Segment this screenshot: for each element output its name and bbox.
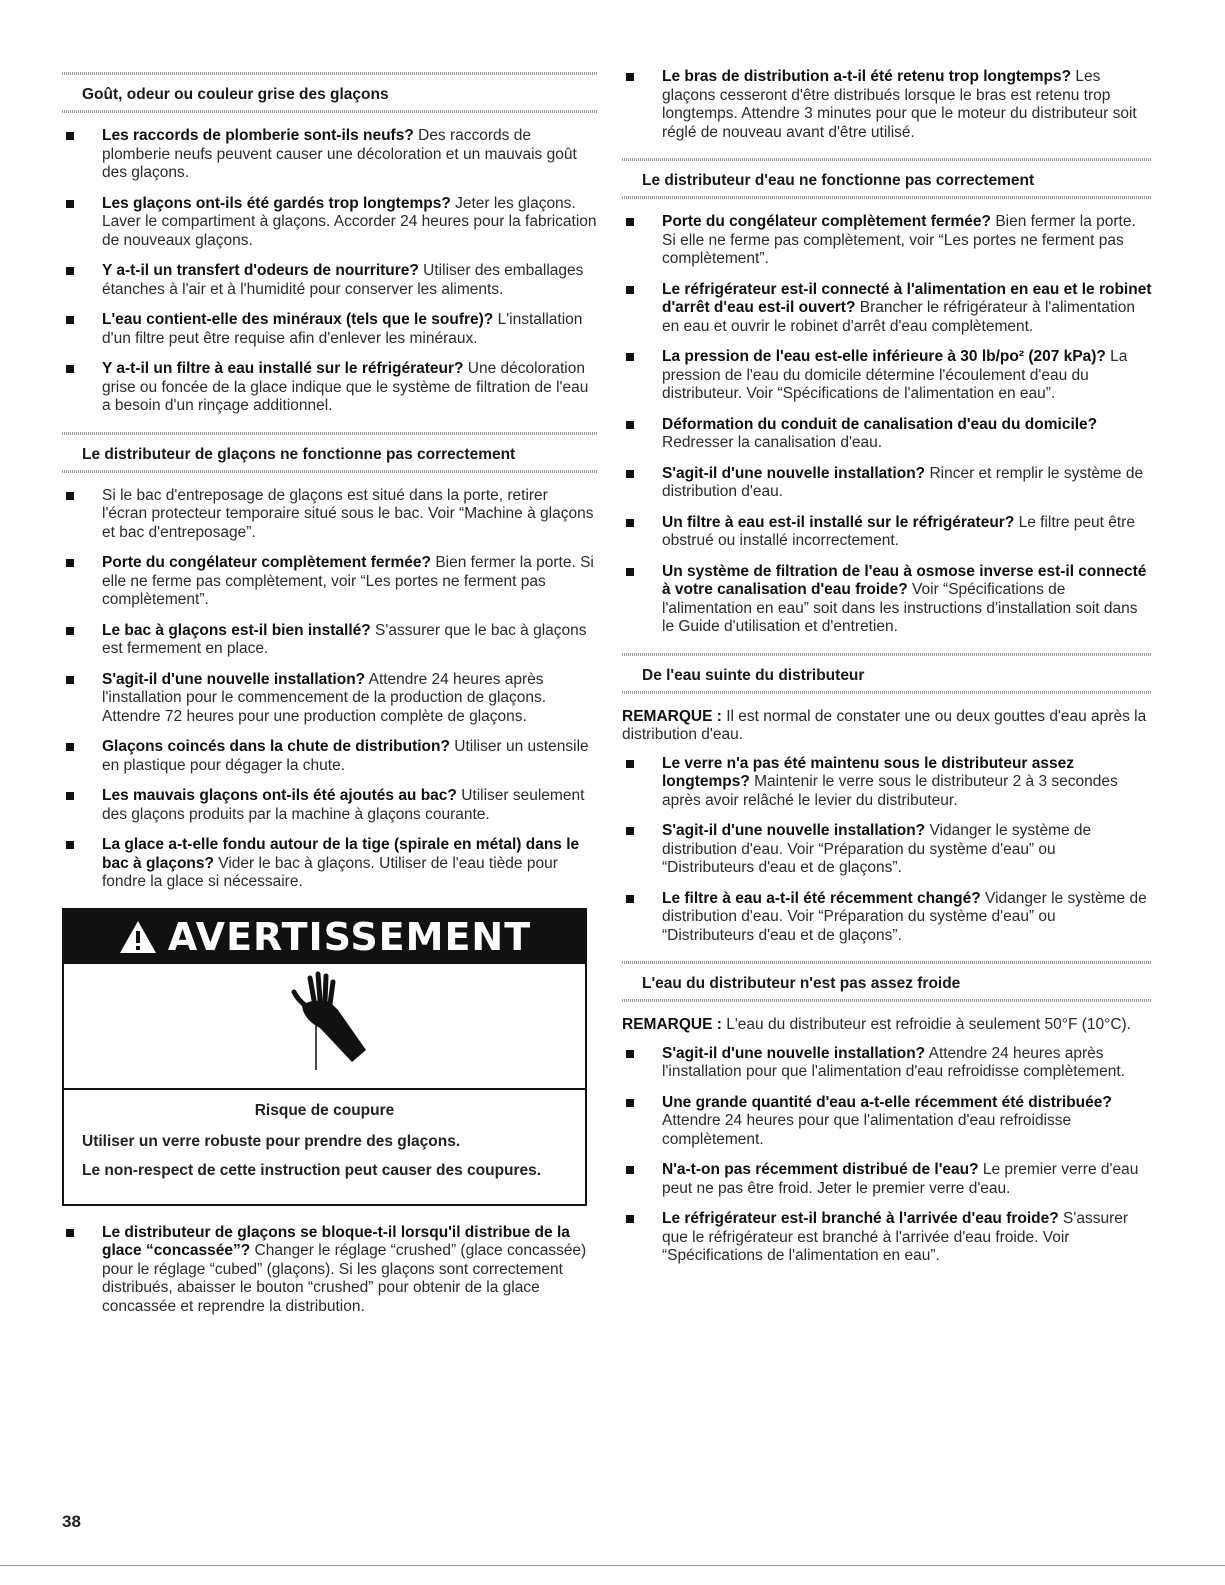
answer-text: L'installation d'un filtre peut être requise afin d'enlever les minéraux. — [102, 311, 583, 347]
section-title: De l'eau suinte du distributeur — [642, 666, 865, 684]
question-text: Le distributeur de glaçons se bloque-t-il lorsqu'il distribue de la glace “concassée”? — [102, 1223, 570, 1259]
answer-text: Vidanger le système de distribution d'eau. Voir “Préparation du système d'eau” ou “Distributeurs d'eau et de glaçons”. — [662, 822, 1092, 876]
question-text: Les glaçons ont-ils été gardés trop longtemps? — [102, 194, 451, 212]
question-text: Un système de filtration de l'eau à osmose inverse est-il connecté à votre canalisation d'eau froide? — [662, 562, 1147, 598]
question-text: Porte du congélateur complètement fermée? — [102, 554, 432, 571]
right-column — [622, 68, 1152, 1278]
question-text: Y a-t-il un filtre à eau installé sur le réfrigérateur? — [102, 360, 464, 377]
list-item — [622, 68, 1152, 142]
question-text: Le bras de distribution a-t-il été retenu trop longtemps? — [662, 68, 1072, 85]
note-text: L'eau du distributeur est refroidie à seulement 50°F (10°C). — [721, 1016, 1131, 1033]
answer-text: Utiliser seulement des glaçons produits par la machine à glaçons courante. — [102, 787, 585, 823]
answer-text: Maintenir le verre sous le distributeur 2 à 3 secondes après avoir relâché le levier du distributeur. — [662, 773, 1118, 809]
question-text: Le filtre à eau a-t-il été récemment changé? — [662, 889, 981, 907]
section-title: Goût, odeur ou couleur grise des glaçons — [82, 86, 389, 103]
answer-text: Jeter les glaçons. Laver le compartiment à glaçons. Accorder 24 heures pour la fabrication de nouveaux glaçons. — [102, 194, 597, 249]
list-item — [62, 262, 597, 299]
section-title: L'eau du distributeur n'est pas assez froide — [642, 975, 961, 992]
answer-text: Rincer et remplir le système de distribution d'eau. — [662, 464, 1144, 500]
troubleshooting-list — [622, 1045, 1152, 1266]
section-title: Le distributeur d'eau ne fonctionne pas correctement — [642, 172, 1035, 189]
warning-title: AVERTISSEMENT — [167, 914, 532, 959]
section-title: Le distributeur de glaçons ne fonctionne pas correctement — [82, 445, 516, 463]
question-text: Y a-t-il un transfert d'odeurs de nourriture? — [102, 262, 419, 279]
answer-text: Le premier verre d'eau peut ne pas être froid. Jeter le premier verre d'eau. — [662, 1161, 1139, 1197]
list-item — [622, 281, 1152, 337]
answer-text: La pression de l'eau du domicile détermine l'écoulement d'eau du distributeur. Voir “Spécifications de l'alimentation en eau”. — [662, 348, 1128, 402]
question-text: S'agit-il d'une nouvelle installation? — [662, 464, 926, 482]
list-item — [62, 738, 597, 775]
list-item — [62, 787, 597, 824]
list-item — [622, 1161, 1152, 1198]
warning-triangle-icon — [118, 919, 158, 955]
question-text: Porte du congélateur complètement fermée? — [662, 213, 992, 230]
question-text: Glaçons coincés dans la chute de distribution? — [102, 738, 450, 755]
section-header-ice-taste — [62, 68, 597, 113]
warning-banner — [64, 910, 585, 964]
question-text: N'a-t-on pas récemment distribué de l'eau? — [662, 1161, 979, 1178]
answer-text: Voir “Spécifications de l'alimentation en eau” soit dans les instructions d'installation soit dans le Guide d'utilisation et d'entretien. — [662, 581, 1138, 635]
warning-box — [62, 908, 587, 1206]
list-item — [622, 514, 1152, 551]
answer-text: Vider le bac à glaçons. Utiliser de l'eau tiède pour fondre la glace si nécessaire. — [102, 854, 558, 890]
list-item — [62, 127, 597, 183]
list-item — [62, 311, 597, 348]
note — [622, 708, 1152, 745]
answer-text: Des raccords de plomberie neufs peuvent causer une décoloration et un mauvais goût des glaçons. — [102, 127, 577, 181]
warning-risk: Risque de coupure — [254, 1101, 395, 1119]
page-number: 38 — [62, 1512, 81, 1531]
list-item — [622, 465, 1152, 502]
question-text: Déformation du conduit de canalisation d'eau du domicile? — [662, 415, 1098, 433]
list-item — [62, 195, 597, 251]
question-text: Les raccords de plomberie sont-ils neufs? — [102, 127, 414, 144]
list-item — [62, 671, 597, 727]
warning-consequence: Le non-respect de cette instruction peut causer des coupures. — [82, 1161, 542, 1179]
list-item — [622, 348, 1152, 404]
list-item — [622, 1045, 1152, 1082]
question-text: Un filtre à eau est-il installé sur le réfrigérateur? — [662, 513, 1015, 531]
answer-text: S'assurer que le bac à glaçons est fermement en place. — [102, 621, 587, 657]
troubleshooting-list — [622, 68, 1152, 142]
answer-text: Attendre 24 heures pour que l'alimentation d'eau refroidisse complètement. — [662, 1112, 1072, 1148]
answer-text: Attendre 24 heures après l'installation pour que l'alimentation d'eau refroidisse complètement. — [662, 1044, 1125, 1080]
hand-cut-icon — [64, 964, 585, 1088]
list-item — [62, 622, 597, 659]
question-text: La glace a-t-elle fondu autour de la tige (spirale en métal) dans le bac à glaçons? — [102, 836, 580, 872]
list-item — [622, 755, 1152, 811]
question-text: L'eau contient-elle des minéraux (tels que le soufre)? — [102, 311, 494, 328]
list-item — [622, 822, 1152, 878]
question-text: Le bac à glaçons est-il bien installé? — [102, 621, 371, 639]
warning-instruction: Utiliser un verre robuste pour prendre des glaçons. — [82, 1132, 461, 1150]
troubleshooting-list — [62, 487, 597, 892]
question-text: S'agit-il d'une nouvelle installation? — [662, 822, 926, 839]
answer-text: Utiliser des emballages étanches à l'air et à l'humidité pour conserver les aliments. — [102, 262, 584, 298]
list-item — [622, 890, 1152, 946]
bottom-rule — [0, 1565, 1225, 1566]
troubleshooting-list — [622, 755, 1152, 946]
question-text: Le réfrigérateur est-il branché à l'arrivée d'eau froide? — [662, 1210, 1059, 1227]
question-text: S'agit-il d'une nouvelle installation? — [662, 1044, 926, 1062]
note-label: REMARQUE : — [622, 1016, 722, 1033]
answer-text: Le filtre peut être obstrué ou installé incorrectement. — [662, 513, 1135, 549]
list-item — [622, 416, 1152, 453]
troubleshooting-list — [62, 1224, 597, 1317]
section-header-ice-dispenser — [62, 428, 597, 473]
question-text: Une grande quantité d'eau a-t-elle récemment été distribuée? — [662, 1093, 1112, 1111]
list-item — [62, 360, 597, 416]
section-header-water-leak — [622, 649, 1152, 694]
answer-text: Changer le réglage “crushed” (glace concassée) pour le réglage “cubed” (glaçons). Si les glaçons sont correctement distribués, abaisser le bouton “crushed” pour obtenir de la glace concassée et reprendre la distribution. — [102, 1242, 587, 1315]
answer-text: Vidanger le système de distribution d'eau. Voir “Préparation du système d'eau” ou “Distributeurs d'eau et de glaçons”. — [662, 889, 1147, 944]
answer-text: Redresser la canalisation d'eau. — [662, 434, 883, 451]
note — [622, 1016, 1152, 1035]
answer-text: Brancher le réfrigérateur à l'alimentation en eau et ouvrir le robinet d'arrêt d'eau complètement. — [662, 299, 1135, 335]
list-item — [622, 213, 1152, 269]
answer-text: Bien fermer la porte. Si elle ne ferme pas complètement, voir “Les portes ne ferment pas complètement”. — [102, 554, 594, 608]
list-item — [622, 1210, 1152, 1266]
note-text: Il est normal de constater une ou deux gouttes d'eau après la distribution d'eau. — [622, 707, 1147, 743]
list-item — [62, 554, 597, 610]
answer-text: Utiliser un ustensile en plastique pour dégager la chute. — [102, 738, 589, 774]
question-text: Les mauvais glaçons ont-ils été ajoutés au bac? — [102, 787, 457, 804]
answer-text: Les glaçons cesseront d'être distribués lorsque le bras est retenu trop longtemps. Attendre 3 minutes pour que le moteur du distributeur soit réglé de nouveau avant d'être utilisé. — [662, 68, 1137, 141]
list-item — [622, 1094, 1152, 1150]
section-header-water-cold — [622, 957, 1152, 1002]
question-text: S'agit-il d'une nouvelle installation? — [102, 670, 366, 688]
list-item — [62, 836, 597, 892]
answer-text: Attendre 24 heures après l'installation pour le commencement de la production de glaçons. Attendre 72 heures pour une production complète de glaçons. — [102, 670, 547, 725]
troubleshooting-list — [62, 127, 597, 416]
list-item — [62, 1224, 597, 1317]
left-column — [62, 68, 597, 1328]
answer-text: Si le bac d'entreposage de glaçons est situé dans la porte, retirer l'écran protecteur temporaire situé sous le bac. Voir “Machine à glaçons et bac d'entreposage”. — [102, 486, 594, 541]
list-item — [62, 487, 597, 543]
answer-text: S'assurer que le réfrigérateur est branché à l'arrivée d'eau froide. Voir “Spécifications de l'alimentation en eau”. — [662, 1210, 1129, 1264]
question-text: La pression de l'eau est-elle inférieure à 30 lb/po² (207 kPa)? — [662, 348, 1106, 365]
answer-text: Une décoloration grise ou foncée de la glace indique que le système de filtration de l'eau a besoin d'un rinçage additionnel. — [102, 360, 589, 414]
warning-body — [64, 1088, 585, 1204]
answer-text: Bien fermer la porte. Si elle ne ferme pas complètement, voir “Les portes ne ferment pas complètement”. — [662, 213, 1136, 267]
troubleshooting-list — [622, 213, 1152, 637]
list-item — [622, 563, 1152, 637]
question-text: Le réfrigérateur est-il connecté à l'alimentation en eau et le robinet d'arrêt d'eau est-il ouvert? — [662, 280, 1152, 316]
question-text: Le verre n'a pas été maintenu sous le distributeur assez longtemps? — [662, 754, 1074, 790]
section-header-water-dispenser — [622, 154, 1152, 199]
note-label: REMARQUE : — [622, 707, 722, 725]
